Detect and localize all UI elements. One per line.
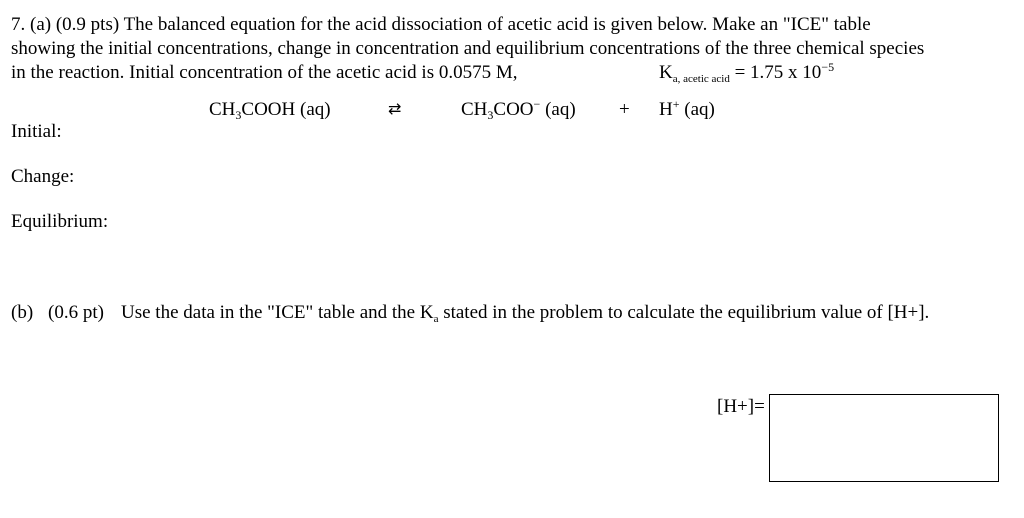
part-b-label: (b) [11,302,34,323]
equation-product-acetate [461,97,576,122]
part-b-text-before: Use the data in the "ICE" table and the K [121,302,434,323]
question-line-3: in the reaction. Initial concentration of the acetic acid is 0.0575 M, [11,62,518,83]
ka-exponent: −5 [821,60,835,74]
product2-charge: + [672,97,680,111]
ka-value [659,60,835,85]
ka-rest: = 1.75 x 10 [729,62,822,83]
product1-state: (aq) [540,99,576,120]
part-b-text [121,302,930,325]
ice-initial-label: Initial: [11,121,62,142]
equation-reactant [209,99,331,122]
part-b-ka-sub: a [433,313,439,325]
ice-change-label: Change: [11,166,75,187]
reactant-sub: 3 [235,108,242,122]
part-b-text-after: stated in the problem to calculate the equilibrium value of [H+]. [438,302,930,323]
answer-label: [H+]= [717,396,765,417]
product1-rest: COO [493,99,534,120]
ka-subscript: a, acetic acid [672,73,730,85]
question-line-2: showing the initial concentrations, change in concentration and equilibrium concentrations of the three chemical species [11,38,925,59]
product1-sub: 3 [487,108,494,122]
equation-plus: + [619,99,630,120]
ice-equilibrium-label: Equilibrium: [11,211,109,232]
product2-state: (aq) [679,99,715,120]
answer-input-box[interactable] [769,394,999,482]
ka-symbol: K [659,62,673,83]
product1-ch: CH [461,99,488,120]
product1-charge: − [533,97,541,111]
question-line-1: 7. (a) (0.9 pts) The balanced equation for the acid dissociation of acetic acid is given below. Make an "ICE" table [11,14,871,35]
reactant-ch: CH [209,99,236,120]
product2-symbol: H [659,99,673,120]
reactant-rest: COOH (aq) [241,99,331,120]
equation-product-hydrogen [659,97,715,120]
part-b-points: (0.6 pt) [48,302,104,323]
equilibrium-arrow-icon: ⇄ [388,99,402,118]
